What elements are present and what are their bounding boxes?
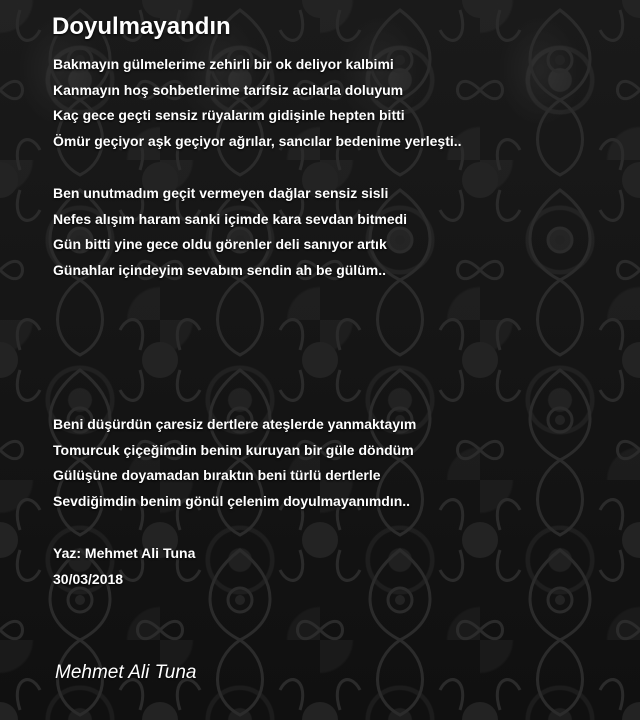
stanza-1	[53, 52, 462, 154]
poem-line: Bakmayın gülmelerime zehirli bir ok deliyor kalbimi	[53, 56, 394, 72]
poem-line: Beni düşürdün çaresiz dertlere ateşlerde yanmaktayım	[53, 416, 417, 432]
written-by-label: Yaz: Mehmet Ali Tuna	[53, 545, 196, 561]
poem-title: Doyulmayandın	[52, 13, 231, 40]
poem-line: Sevdiğimdin benim gönül çelenim doyulmayanımdın..	[53, 492, 411, 509]
poem-date: 30/03/2018	[53, 570, 124, 587]
poem-line: Ben unutmadım geçit vermeyen dağlar sensiz sisli	[53, 185, 389, 201]
poem-line: Kaç gece geçti sensiz rüyalarım gidişinle hepten bitti	[53, 107, 405, 123]
poem-line: Tomurcuk çiçeğimdin benim kuruyan bir güle döndüm	[53, 441, 414, 458]
poem-line: Ömür geçiyor aşk geçiyor ağrılar, sancılar bedenime yerleşti..	[53, 132, 462, 149]
stanza-3	[53, 412, 416, 514]
poem-line: Kanmayın hoş sohbetlerime tarifsiz acılarla doluyum	[53, 81, 404, 98]
poem-signature	[53, 541, 195, 592]
poem-line: Gülüşüne doyamadan bıraktın beni türlü dertlerle	[53, 467, 381, 483]
poem-line: Günahlar içindeyim sevabım sendin ah be gülüm..	[53, 261, 386, 278]
stanza-2	[53, 181, 407, 283]
poem-line: Nefes alışım haram sanki içimde kara sevdan bitmedi	[53, 210, 408, 227]
poem-line: Gün bitti yine gece oldu görenler deli sanıyor artık	[53, 236, 387, 252]
author-name: Mehmet Ali Tuna	[55, 662, 197, 683]
